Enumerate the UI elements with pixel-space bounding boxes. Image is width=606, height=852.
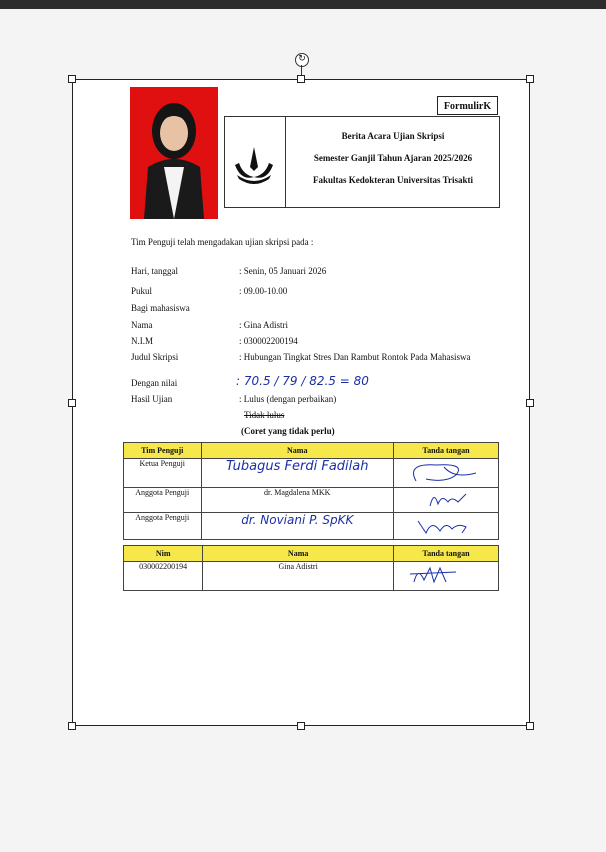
examiner-name: dr. Magdalena MKK	[201, 488, 394, 513]
signature-cell	[394, 488, 499, 513]
field-value-date: : Senin, 05 Januari 2026	[239, 266, 327, 276]
resize-handle-bottom-right[interactable]	[526, 722, 534, 730]
result-option-pass: : Lulus (dengan perbaikan)	[239, 394, 337, 404]
table-row	[124, 513, 499, 540]
field-value-time: : 09.00-10.00	[239, 286, 288, 296]
resize-handle-top-right[interactable]	[526, 75, 534, 83]
table-row	[124, 488, 499, 513]
student-photo	[130, 87, 218, 219]
examiner-role: Ketua Penguji	[124, 459, 202, 488]
resize-handle-top-left[interactable]	[68, 75, 76, 83]
table-row	[124, 562, 499, 591]
col-header-name: Nama	[203, 546, 394, 562]
window-top-bar	[0, 0, 606, 9]
field-label-time: Pukul	[131, 286, 153, 296]
field-label-thesis: Judul Skripsi	[131, 352, 179, 362]
result-note: (Coret yang tidak perlu)	[241, 426, 335, 436]
university-logo-icon	[231, 145, 277, 185]
header-semester: Semester Ganjil Tahun Ajaran 2025/2026	[313, 153, 473, 163]
examiner-name: Tubagus Ferdi Fadilah	[226, 459, 369, 474]
resize-handle-top[interactable]	[297, 75, 305, 83]
field-label-nim: N.I.M	[131, 336, 153, 346]
signature-cell	[394, 562, 499, 591]
signature-icon	[396, 513, 496, 537]
student-nim: 030002200194	[124, 562, 203, 591]
field-label-name: Nama	[131, 320, 153, 330]
table-row	[124, 459, 499, 488]
examiner-name-cell	[201, 459, 394, 488]
rotate-handle-icon[interactable]: ↻	[295, 53, 309, 67]
header-title: Berita Acara Ujian Skripsi	[341, 131, 445, 141]
document-header	[224, 116, 500, 208]
col-header-signature: Tanda tangan	[394, 443, 499, 459]
field-value-thesis: : Hubungan Tingkat Stres Dan Rambut Rontok Pada Mahasiswa	[239, 352, 471, 362]
field-label-student: Bagi mahasiswa	[131, 303, 190, 313]
student-name: Gina Adistri	[203, 562, 394, 591]
examiner-name: dr. Noviani P. SpKK	[241, 513, 354, 527]
col-header-nim: Nim	[124, 546, 203, 562]
signature-icon	[396, 562, 496, 588]
grade-handwritten: : 70.5 / 79 / 82.5 = 80	[236, 374, 369, 388]
signature-icon	[396, 488, 496, 510]
form-label: FormulirK	[437, 96, 498, 115]
intro-text: Tim Penguji telah mengadakan ujian skripsi pada :	[131, 237, 314, 247]
examiners-table	[123, 442, 499, 540]
signature-cell	[394, 459, 499, 488]
col-header-name: Nama	[201, 443, 394, 459]
field-label-date: Hari, tanggal	[131, 266, 178, 276]
student-table	[123, 545, 499, 591]
header-faculty: Fakultas Kedokteran Universitas Trisakti	[313, 175, 473, 185]
grade-label: Dengan nilai	[131, 378, 178, 388]
result-label: Hasil Ujian	[131, 394, 173, 404]
examiner-role: Anggota Penguji	[124, 488, 202, 513]
field-value-name: : Gina Adistri	[239, 320, 288, 330]
resize-handle-bottom[interactable]	[297, 722, 305, 730]
col-header-examiner: Tim Penguji	[124, 443, 202, 459]
resize-handle-bottom-left[interactable]	[68, 722, 76, 730]
examiner-name-cell	[201, 513, 394, 540]
col-header-signature: Tanda tangan	[394, 546, 499, 562]
result-option-fail: Tidak lulus	[244, 410, 285, 420]
signature-cell	[394, 513, 499, 540]
field-value-nim: : 030002200194	[239, 336, 298, 346]
examiner-role: Anggota Penguji	[124, 513, 202, 540]
resize-handle-right[interactable]	[526, 399, 534, 407]
resize-handle-left[interactable]	[68, 399, 76, 407]
signature-icon	[396, 459, 496, 485]
